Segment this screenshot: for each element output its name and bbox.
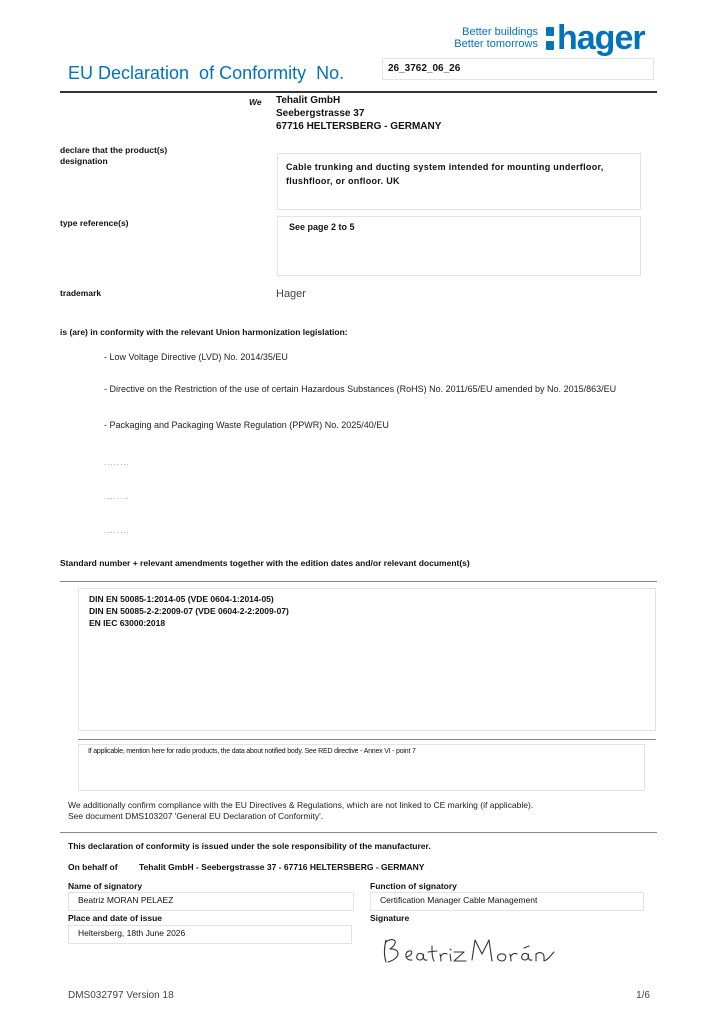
standard-item: EN IEC 63000:2018: [89, 618, 166, 628]
product-label: [60, 145, 167, 167]
logo-wordmark: hager: [557, 19, 645, 57]
directive-placeholder: ........: [104, 458, 130, 467]
additional-rule: [60, 832, 657, 833]
function-of-signatory-value: Certification Manager Cable Management: [380, 895, 538, 905]
standards-rule: [60, 581, 657, 582]
manufacturer-name: Tehalit GmbH: [276, 95, 341, 106]
page-title: EU Declaration of Conformity No.: [68, 63, 345, 83]
footer-doc-id: DMS032797 Version 18: [68, 990, 174, 1001]
manufacturer-city: 67716 HELTERSBERG - GERMANY: [276, 121, 442, 132]
on-behalf-value: Tehalit GmbH - Seebergstrasse 37 - 67716 HELTERSBERG - GERMANY: [139, 862, 425, 872]
declaration-number: 26_3762_06_26: [388, 63, 461, 74]
place-date-value: Heltersberg, 18th June 2026: [78, 928, 186, 938]
product-label-line-2: designation: [60, 156, 108, 166]
additional-line-2: See document DMS103207 'General EU Declaration of Conformity'.: [68, 811, 324, 821]
name-of-signatory-value: Beatriz MORAN PELAEZ: [78, 895, 174, 905]
function-of-signatory-label: Function of signatory: [370, 881, 457, 891]
standards-list: [89, 593, 289, 629]
manufacturer-street: Seebergstrasse 37: [276, 108, 365, 119]
directive-lvd: - Low Voltage Directive (LVD) No. 2014/35/EU: [104, 352, 288, 362]
signature-text: [378, 930, 558, 972]
standard-item: DIN EN 50085-1:2014-05 (VDE 0604-1:2014-05): [89, 594, 274, 604]
tagline-line-2: Better tomorrows: [454, 38, 538, 50]
name-of-signatory-label: Name of signatory: [68, 881, 143, 891]
directive-rohs: - Directive on the Restriction of the use of certain Hazardous Substances (RoHS) No. 2011/65/EU amended by No. 2015/863/EU: [104, 384, 617, 394]
designation-value: [286, 160, 604, 188]
on-behalf-label: On behalf of: [68, 862, 118, 872]
product-label-line-1: declare that the product(s): [60, 145, 168, 155]
type-reference-label: type reference(s): [60, 218, 129, 228]
hager-logo: [546, 19, 645, 57]
additional-line-1: We additionally confirm compliance with the EU Directives & Regulations, which are not linked to CE marking (if applicable).: [68, 800, 534, 810]
standards-heading: Standard number + relevant amendments together with the edition dates and/or relevant document(s): [60, 558, 470, 568]
we-label: We: [249, 97, 262, 107]
manufacturer-block: [276, 94, 441, 133]
designation-line-2: flushfloor, or onfloor. UK: [286, 176, 400, 186]
trademark-value: Hager: [276, 288, 306, 300]
directive-placeholder: ........: [104, 526, 130, 535]
conformity-statement: is (are) in conformity with the relevant Union harmonization legislation:: [60, 327, 348, 337]
trademark-label: trademark: [60, 288, 102, 298]
directive-ppwr: - Packaging and Packaging Waste Regulation (PPWR) No. 2025/40/EU: [104, 420, 389, 430]
responsibility-statement: This declaration of conformity is issued under the sole responsibility of the manufacturer.: [68, 841, 431, 851]
directive-placeholder: ........: [104, 492, 130, 501]
place-date-label: Place and date of issue: [68, 913, 163, 923]
type-reference-value: See page 2 to 5: [289, 222, 355, 232]
designation-line-1: Cable trunking and ducting system intended for mounting underfloor,: [286, 162, 604, 172]
standard-item: DIN EN 50085-2-2:2009-07 (VDE 0604-2-2:2009-07): [89, 606, 289, 616]
footer-page-number: 1/6: [636, 990, 650, 1001]
additional-compliance: [68, 800, 533, 822]
signature-label: Signature: [370, 913, 410, 923]
tagline: [430, 26, 538, 50]
logo-colon-icon: [546, 24, 554, 52]
tagline-line-1: Better buildings: [462, 26, 538, 38]
header-rule: [60, 91, 657, 93]
notified-body-note: If applicable, mention here for radio products, the data about notified body. See RED directive - Annex VI - point 7: [88, 748, 416, 755]
standards-bottom-rule: [78, 739, 656, 740]
